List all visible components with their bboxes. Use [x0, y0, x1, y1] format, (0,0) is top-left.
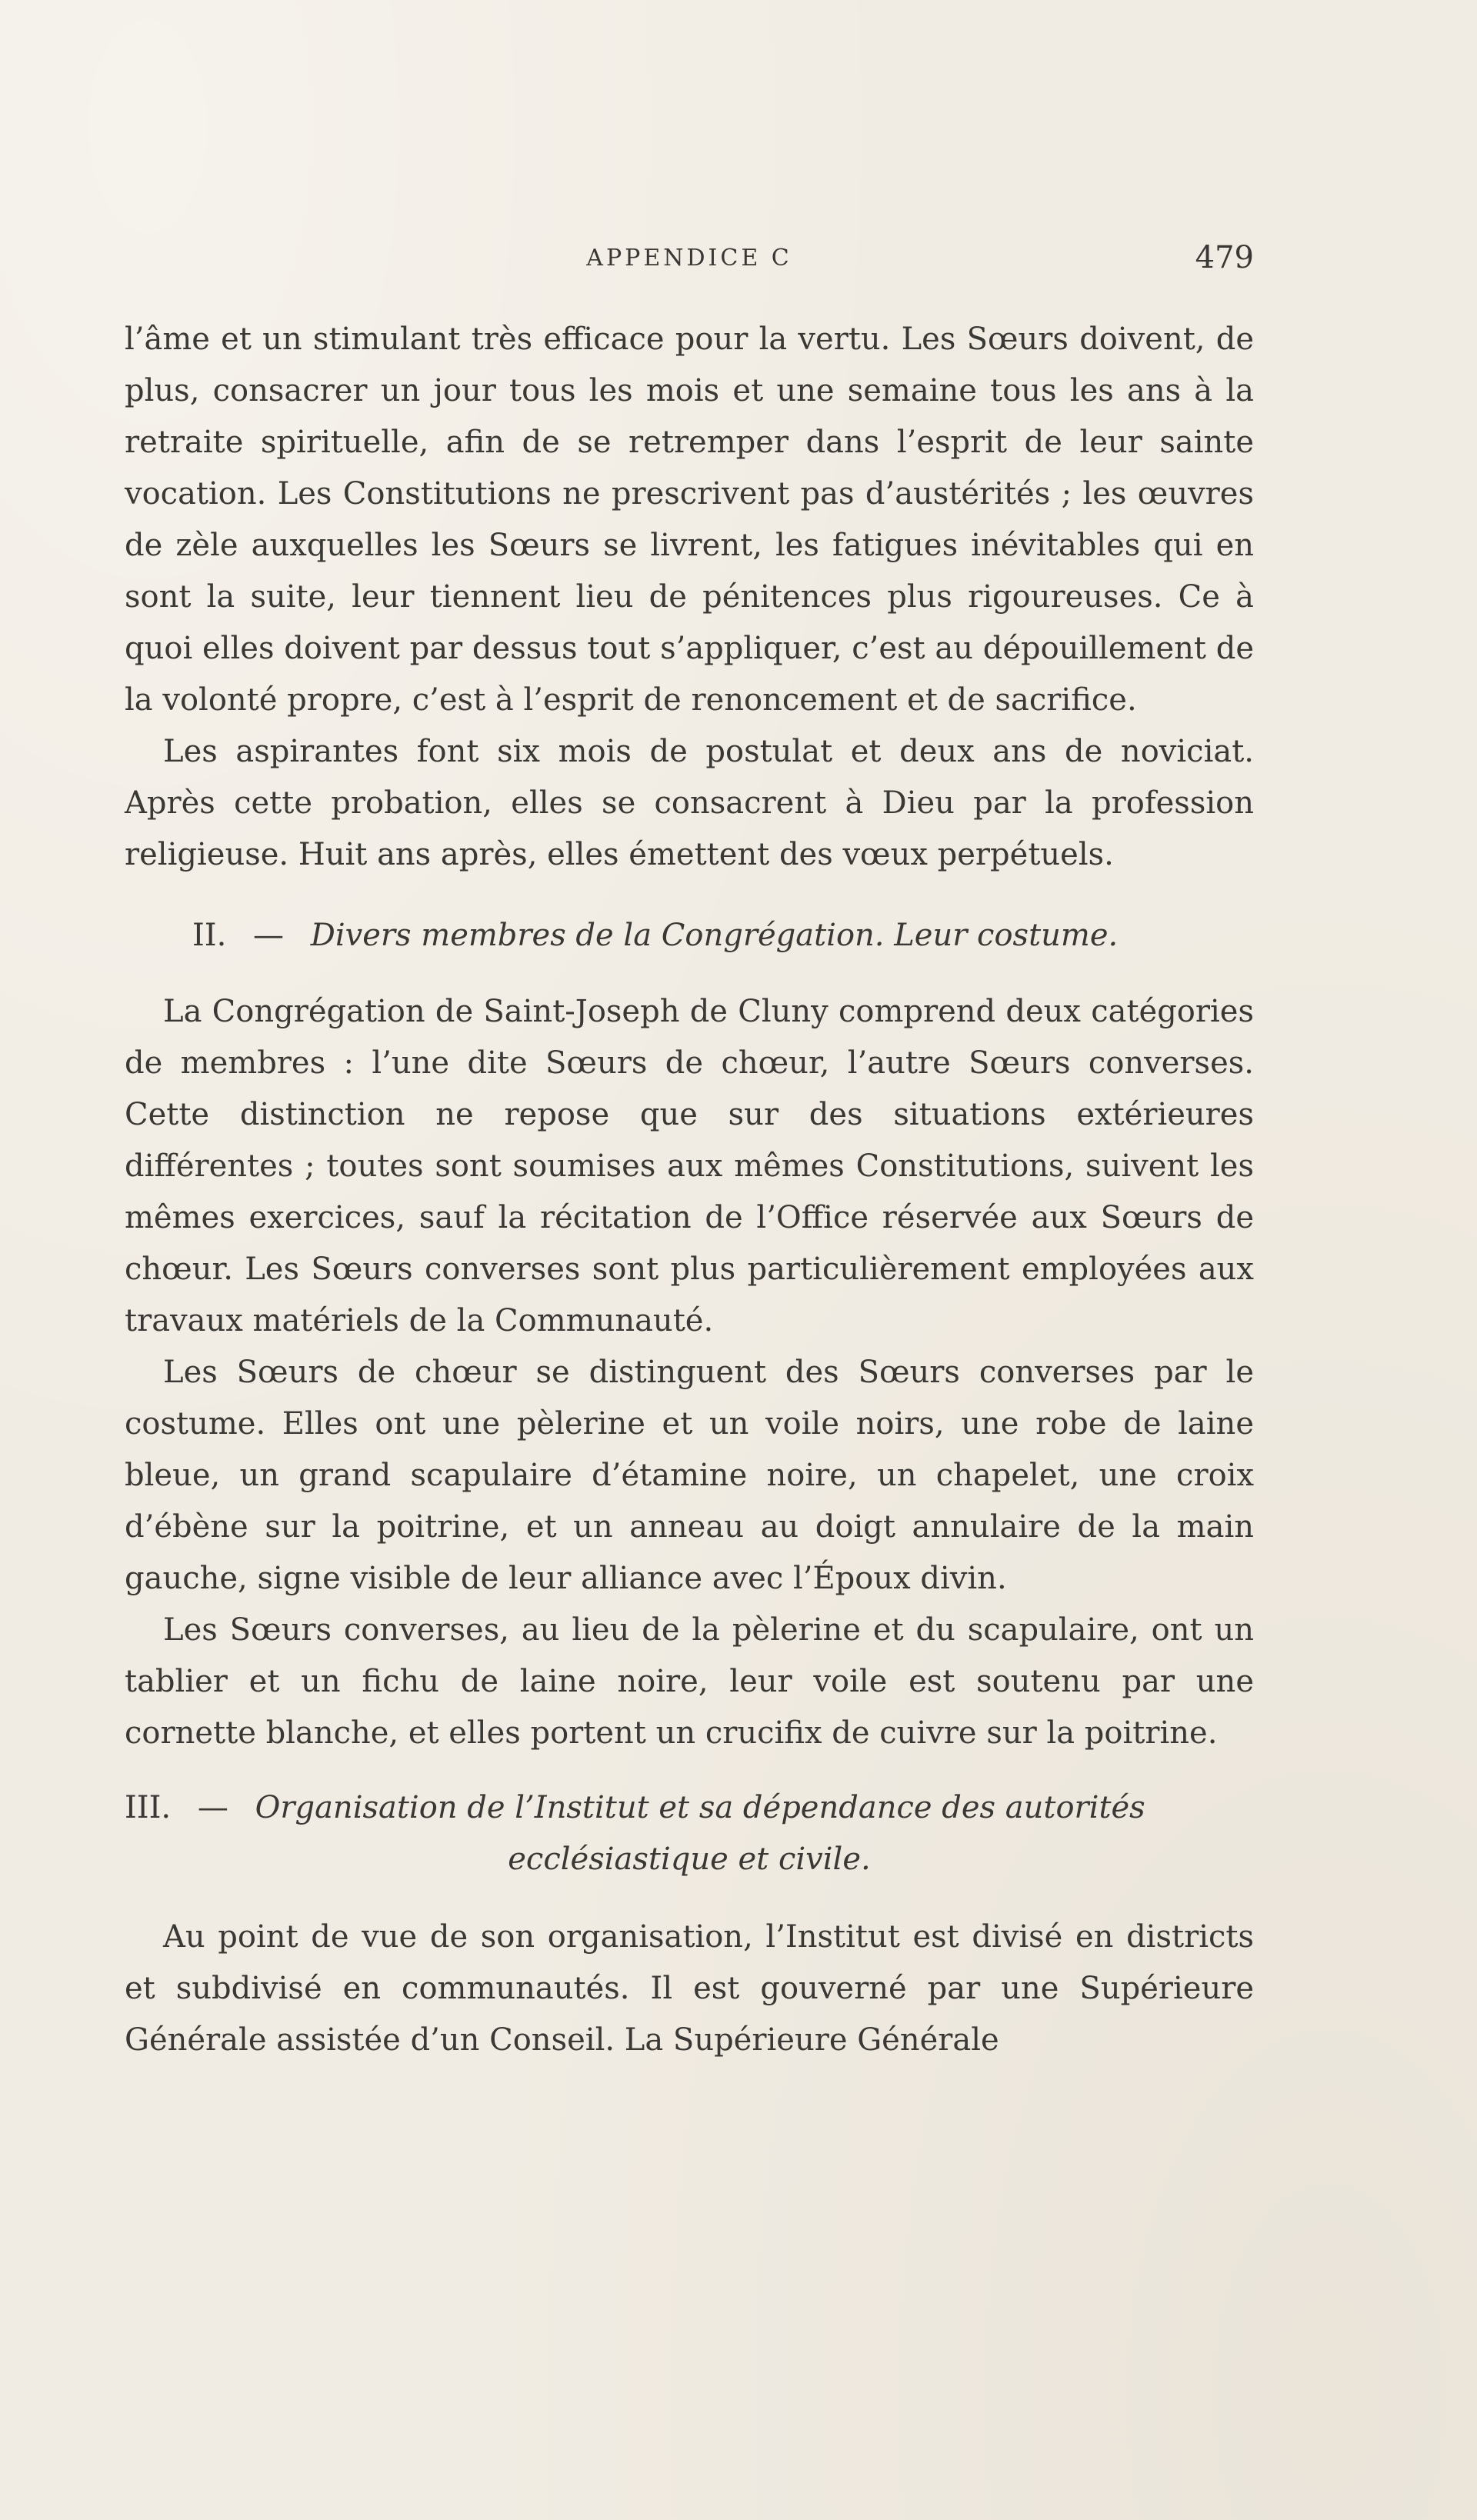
paragraph-costume-converses: Les Sœurs converses, au lieu de la pèlerine et du scapulaire, ont un tablier et un fichu de laine noire, leur voile est soutenu par une cornette blanche, et elles portent un crucifix de cuivre sur la poitrine.	[125, 1612, 1254, 1751]
spacer	[125, 881, 1254, 910]
body-text	[125, 314, 1254, 2066]
paragraph-novitiate: Les aspirantes font six mois de postulat et deux ans de noviciat. Après cette probation, elles se consacrent à Dieu par la profession religieuse. Huit ans après, elles émettent des vœux perpétuels.	[125, 734, 1254, 872]
section-heading-ii	[125, 910, 1254, 962]
section-dash: —	[253, 918, 285, 953]
section-heading-iii	[125, 1782, 1254, 1885]
spacer	[125, 962, 1254, 986]
section-title-line-2: ecclésiastique et civile.	[508, 1842, 871, 1877]
section-number: II.	[192, 918, 227, 953]
section-title: Divers membres de la Congrégation. Leur costume.	[310, 918, 1119, 953]
page-number: 479	[1195, 240, 1254, 275]
spacer	[125, 1759, 1254, 1782]
section-number: III.	[125, 1790, 172, 1825]
paragraph-categories: La Congrégation de Saint-Joseph de Cluny comprend deux catégories de membres : l’une dite Sœurs de chœur, l’autre Sœurs converses. Cette distinction ne repose que sur des situations extérieures différentes ; toutes sont soumises aux mêmes Constitutions, suivent les mêmes exercices, sauf la récitation de l’Office réservée aux Sœurs de chœur. Les Sœurs converses sont plus particulièrement employées aux travaux matériels de la Communauté.	[125, 994, 1254, 1338]
spacer	[125, 1885, 1254, 1912]
paragraph-organisation: Au point de vue de son organisation, l’Institut est divisé en districts et subdivisé en communautés. Il est gouverné par une Supérieure Générale assistée d’un Conseil. La Supérieure Générale	[125, 1919, 1254, 2058]
running-head	[125, 240, 1254, 278]
paragraph-costume-choir: Les Sœurs de chœur se distinguent des Sœurs converses par le costume. Elles ont une pèlerine et un voile noirs, une robe de laine bleue, un grand scapulaire d’étamine noire, un chapelet, une croix d’ébène sur la poitrine, et un anneau au doigt annulaire de la main gauche, signe visible de leur alliance avec l’Époux divin.	[125, 1355, 1254, 1596]
running-title: APPENDICE C	[586, 245, 792, 272]
paragraph-continuation: l’âme et un stimulant très efficace pour la vertu. Les Sœurs doivent, de plus, consacrer un jour tous les mois et une semaine tous les ans à la retraite spirituelle, afin de se retremper dans l’esprit de leur sainte vocation. Les Constitutions ne prescrivent pas d’austérités ; les œuvres de zèle auxquelles les Sœurs se livrent, les fatigues inévitables qui en sont la suite, leur tiennent lieu de pénitences plus rigoureuses. Ce à quoi elles doivent par dessus tout s’appliquer, c’est au dépouillement de la volonté propre, c’est à l’esprit de renoncement et de sacrifice.	[125, 322, 1254, 718]
section-dash: —	[197, 1790, 228, 1825]
section-title-line-1: Organisation de l’Institut et sa dépendance des autorités	[255, 1790, 1145, 1825]
